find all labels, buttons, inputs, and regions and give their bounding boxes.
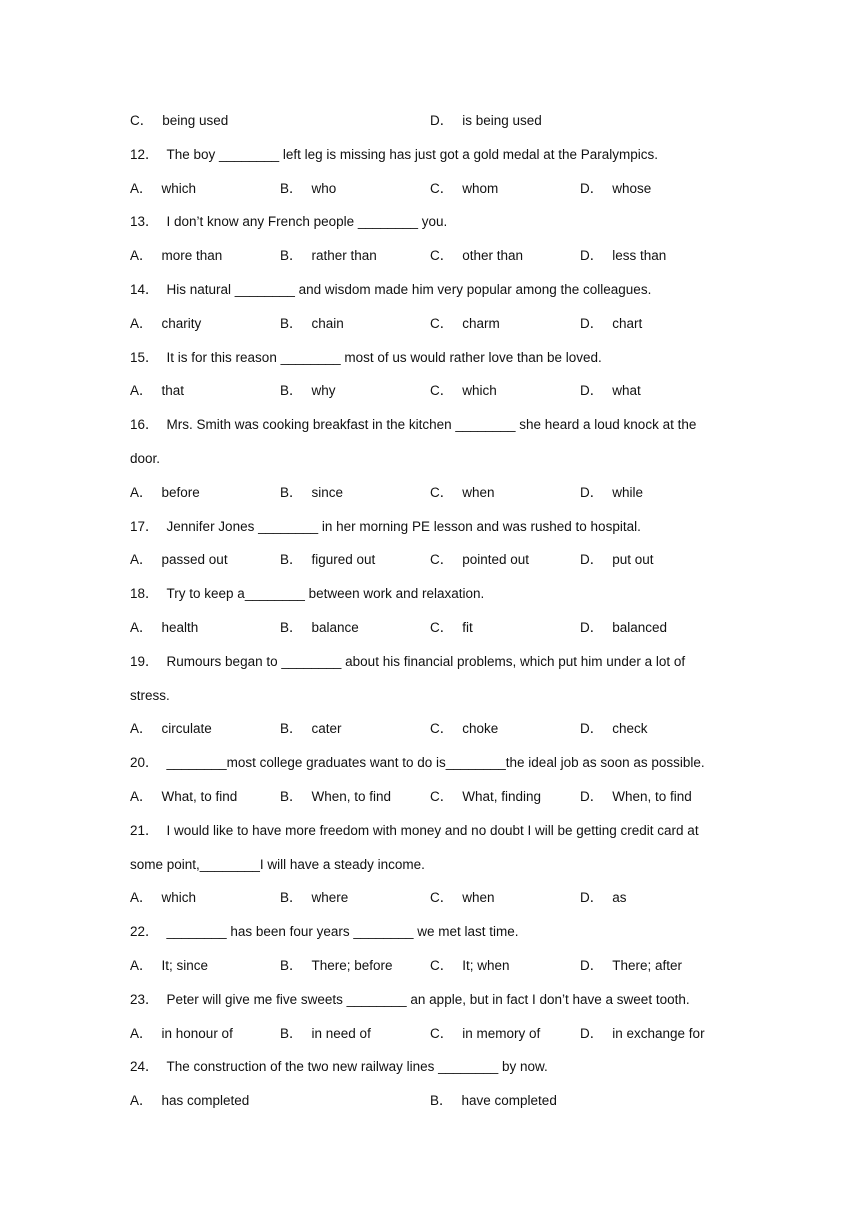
question-line	[130, 753, 705, 773]
option-letter: C．	[430, 1025, 454, 1041]
question-text: Try to keep a________ between work and relaxation.	[166, 586, 485, 602]
question-line	[130, 1057, 548, 1077]
question-number: 18．	[130, 586, 159, 602]
option-d	[580, 246, 666, 266]
option-text: cater	[311, 721, 342, 737]
option-d	[580, 483, 643, 503]
question-continuation: some point,________I will have a steady income.	[130, 856, 425, 872]
option-text: balance	[311, 620, 359, 635]
option-letter: C．	[430, 248, 454, 264]
option-b	[280, 787, 391, 807]
option-letter: D．	[580, 552, 604, 568]
options-row	[0, 719, 860, 739]
question-number: 19．	[130, 653, 159, 669]
option-text: in honour of	[161, 1025, 233, 1041]
question-line	[130, 280, 651, 300]
option-letter: B．	[280, 248, 303, 264]
question-line	[130, 145, 658, 165]
options-row	[0, 179, 860, 199]
option-letter: B．	[280, 484, 303, 500]
option-letter: A．	[130, 958, 153, 973]
option-b	[280, 550, 375, 570]
option-b	[280, 483, 343, 503]
option-a	[130, 246, 222, 266]
question-number: 20．	[130, 755, 159, 771]
option-c	[430, 888, 495, 908]
option-text: when	[462, 484, 495, 500]
option-letter: C．	[430, 890, 454, 906]
option-text: charity	[161, 315, 202, 331]
option-letter: D．	[580, 890, 604, 906]
question-text: It is for this reason ________ most of us would rather love than be loved.	[166, 349, 602, 365]
question-number: 22．	[130, 924, 159, 940]
option-text: There; after	[612, 958, 683, 973]
option-text: figured out	[311, 552, 376, 568]
question-line	[130, 212, 447, 232]
option-text: as	[612, 890, 627, 906]
option-text: whom	[462, 180, 499, 196]
option-text: when	[462, 890, 495, 906]
option-letter: B．	[280, 383, 303, 399]
option-text: in need of	[311, 1025, 371, 1041]
option-a	[130, 618, 198, 638]
question-number: 24．	[130, 1059, 159, 1075]
option-text: what	[612, 383, 641, 399]
options-row	[0, 381, 860, 401]
option-letter: B．	[280, 315, 303, 331]
option-text: have completed	[461, 1093, 557, 1109]
option-letter: B．	[280, 620, 303, 635]
question-line	[130, 348, 602, 368]
option-text: passed out	[161, 552, 228, 568]
option-letter: D．	[580, 620, 604, 635]
option-text: other than	[462, 248, 524, 264]
option-text: in exchange for	[612, 1025, 705, 1041]
options-row	[0, 1024, 860, 1044]
option-letter: A．	[130, 383, 153, 399]
option-letter: A．	[130, 315, 153, 331]
option-text: circulate	[161, 721, 212, 737]
option-text: who	[311, 180, 337, 196]
option-text: being used	[162, 113, 229, 128]
option-letter: A．	[130, 248, 153, 264]
option-c	[430, 314, 500, 334]
option-c	[430, 956, 510, 976]
option-c	[430, 719, 498, 739]
option-a	[130, 179, 196, 199]
options-row	[0, 888, 860, 908]
option-b	[280, 618, 359, 638]
option-a	[130, 956, 208, 976]
question-text: The construction of the two new railway lines ________ by now.	[166, 1059, 548, 1075]
option-letter: C．	[430, 383, 454, 399]
options-row	[0, 314, 860, 334]
option-b	[280, 719, 342, 739]
option-text: chain	[311, 315, 344, 331]
option-letter: B．	[280, 552, 303, 568]
option-c	[130, 111, 228, 131]
option-b	[280, 381, 336, 401]
option-letter: A．	[130, 1025, 153, 1041]
options-row	[0, 550, 860, 570]
question-text: The boy ________ left leg is missing has just got a gold medal at the Paralympics.	[166, 146, 659, 162]
question-number: 12．	[130, 146, 159, 162]
option-letter: B．	[280, 789, 303, 804]
option-letter: D．	[430, 113, 454, 128]
option-d	[580, 618, 667, 638]
option-c	[430, 246, 523, 266]
option-d	[580, 1024, 705, 1044]
question-number: 23．	[130, 991, 159, 1007]
question-text: His natural ________ and wisdom made him very popular among the colleagues.	[166, 282, 652, 297]
option-b	[280, 956, 393, 976]
option-c	[430, 381, 497, 401]
question-number: 13．	[130, 214, 159, 230]
question-line	[130, 652, 685, 672]
option-letter: D．	[580, 484, 604, 500]
question-line	[130, 415, 696, 435]
option-a	[130, 719, 212, 739]
option-c	[430, 618, 473, 638]
options-row	[0, 956, 860, 976]
option-letter: B．	[280, 721, 303, 737]
option-letter: D．	[580, 315, 604, 331]
options-row	[0, 246, 860, 266]
options-row	[0, 787, 860, 807]
option-a	[130, 314, 201, 334]
option-c	[430, 550, 529, 570]
option-d	[580, 550, 654, 570]
option-letter: B．	[430, 1093, 453, 1109]
option-text: charm	[462, 315, 500, 331]
question-text: Jennifer Jones ________ in her morning PE lesson and was rushed to hospital.	[166, 518, 641, 534]
option-text: is being used	[462, 113, 542, 128]
option-letter: C．	[430, 958, 454, 973]
option-text: rather than	[311, 248, 377, 264]
option-c	[430, 1024, 540, 1044]
option-text: before	[161, 484, 200, 500]
option-letter: C．	[430, 552, 454, 568]
option-text: which	[462, 383, 497, 399]
option-text: since	[311, 484, 344, 500]
options-row	[0, 1091, 860, 1111]
option-b	[280, 1024, 371, 1044]
question-number: 21．	[130, 822, 159, 838]
option-letter: A．	[130, 180, 153, 196]
option-letter: C．	[430, 620, 454, 635]
option-letter: C．	[430, 721, 454, 737]
option-d	[580, 179, 651, 199]
question-number: 16．	[130, 417, 159, 433]
option-letter: A．	[130, 721, 153, 737]
option-text: check	[612, 721, 648, 737]
option-d	[580, 956, 682, 976]
option-a	[130, 787, 237, 807]
option-d	[430, 111, 542, 131]
option-text: that	[161, 383, 185, 399]
option-text: health	[161, 620, 199, 635]
options-row	[0, 618, 860, 638]
option-letter: A．	[130, 1093, 153, 1109]
option-b	[430, 1091, 557, 1111]
option-letter: B．	[280, 180, 303, 196]
question-text: I would like to have more freedom with money and no doubt I will be getting credit card at	[166, 822, 699, 838]
option-letter: D．	[580, 789, 604, 804]
option-text: It; since	[161, 958, 209, 973]
option-c	[430, 179, 498, 199]
question-continuation: stress.	[130, 687, 170, 703]
option-b	[280, 246, 377, 266]
option-letter: B．	[280, 890, 303, 906]
options-row	[0, 111, 860, 131]
option-b	[280, 314, 344, 334]
option-text: There; before	[311, 958, 393, 973]
option-a	[130, 550, 228, 570]
option-text: put out	[612, 552, 654, 568]
option-letter: A．	[130, 620, 153, 635]
question-text: I don’t know any French people ________ you.	[166, 214, 448, 230]
question-text: Peter will give me five sweets ________ an apple, but in fact I don’t have a sweet tooth.	[166, 991, 690, 1007]
option-text: while	[612, 484, 644, 500]
question-text: Mrs. Smith was cooking breakfast in the kitchen ________ she heard a loud knock at the	[166, 417, 697, 433]
option-text: more than	[161, 248, 223, 264]
option-text: which	[161, 180, 197, 196]
option-letter: B．	[280, 1025, 303, 1041]
question-line	[130, 821, 699, 841]
option-letter: D．	[580, 383, 604, 399]
option-letter: D．	[580, 721, 604, 737]
question-line	[130, 517, 641, 537]
option-text: It; when	[462, 958, 510, 973]
option-letter: A．	[130, 890, 153, 906]
option-text: has completed	[161, 1093, 250, 1109]
question-number: 14．	[130, 282, 159, 297]
question-number: 17．	[130, 518, 159, 534]
option-text: balanced	[612, 620, 668, 635]
question-text: ________ has been four years ________ we met last time.	[166, 924, 519, 940]
question-line	[130, 584, 484, 604]
question-line	[130, 990, 690, 1010]
option-d	[580, 787, 692, 807]
option-text: less than	[612, 248, 667, 264]
question-number: 15．	[130, 349, 159, 365]
option-d	[580, 888, 627, 908]
question-continuation: door.	[130, 451, 161, 466]
option-letter: C．	[430, 484, 454, 500]
option-letter: C．	[430, 315, 454, 331]
option-b	[280, 888, 348, 908]
option-text: in memory of	[462, 1025, 541, 1041]
option-c	[430, 483, 495, 503]
option-text: whose	[612, 180, 652, 196]
options-row	[0, 483, 860, 503]
option-text: chart	[612, 315, 643, 331]
option-text: When, to find	[612, 789, 692, 804]
option-c	[430, 787, 541, 807]
option-text: pointed out	[462, 552, 530, 568]
option-text: What, finding	[462, 789, 542, 804]
option-letter: A．	[130, 484, 153, 500]
option-letter: B．	[280, 958, 303, 973]
option-text: which	[161, 890, 197, 906]
option-text: What, to find	[161, 789, 238, 804]
question-text: ________most college graduates want to do is________the ideal job as soon as possible.	[166, 755, 705, 771]
option-text: When, to find	[311, 789, 392, 804]
option-d	[580, 381, 641, 401]
option-b	[280, 179, 336, 199]
option-letter: C．	[430, 789, 454, 804]
question-text: Rumours began to ________ about his financial problems, which put him under a lot of	[166, 653, 686, 669]
option-letter: D．	[580, 248, 604, 264]
option-d	[580, 314, 642, 334]
question-line	[130, 922, 519, 942]
option-text: choke	[462, 721, 499, 737]
option-text: why	[311, 383, 336, 399]
option-letter: D．	[580, 1025, 604, 1041]
option-a	[130, 483, 200, 503]
option-letter: C．	[130, 113, 154, 128]
option-letter: A．	[130, 552, 153, 568]
option-a	[130, 381, 184, 401]
option-a	[130, 1024, 233, 1044]
option-a	[130, 1091, 249, 1111]
option-letter: D．	[580, 958, 604, 973]
option-letter: C．	[430, 180, 454, 196]
option-text: fit	[462, 620, 473, 635]
option-letter: A．	[130, 789, 153, 804]
option-d	[580, 719, 648, 739]
option-letter: D．	[580, 180, 604, 196]
option-text: where	[311, 890, 349, 906]
option-a	[130, 888, 196, 908]
